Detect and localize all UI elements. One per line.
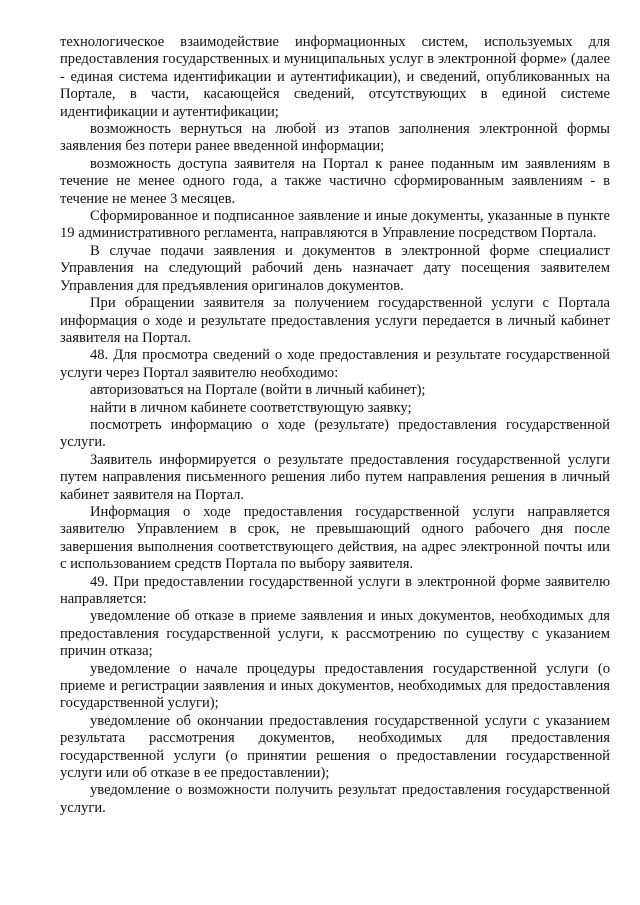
paragraph-access-option: возможность доступа заявителя на Портал к ранее поданным им заявлениям в течение не менее одного года, а также частично сформированным заявлениям - в течение не менее 3 месяцев. xyxy=(60,155,610,207)
paragraph-continuation: технологическое взаимодействие информационных систем, используемых для предоставления государственных и муниципальных услуг в электронной форме» (далее - единая система идентификации и аутентификации), и сведений, опубликованных на Портале, в части, касающейся сведений, отсутствующих в единой системе идентификации и аутентификации; xyxy=(60,34,610,120)
list-item-find-request: найти в личном кабинете соответствующую заявку; xyxy=(90,399,412,416)
list-item-authorize: авторизоваться на Портале (войти в личный кабинет); xyxy=(90,382,426,399)
paragraph-submission: Сформированное и подписанное заявление и иные документы, указанные в пункте 19 административного регламента, направляются в Управление посредством Портала. xyxy=(60,208,610,242)
document-page xyxy=(60,34,610,817)
paragraph-electronic-submission: В случае подачи заявления и документов в электронной форме специалист Управления на следующий рабочий день назначает дату посещения заявителем Управления для предъявления оригиналов документов. xyxy=(60,242,610,294)
list-item-result-available-notice: уведомление о возможности получить результат предоставления государственной услуги. xyxy=(60,782,610,816)
list-item-refusal-notice: уведомление об отказе в приеме заявления и иных документов, необходимых для предоставления государственной услуги, к рассмотрению по существу с указанием причин отказа; xyxy=(60,608,610,660)
paragraph-return-option: возможность вернуться на любой из этапов заполнения электронной формы заявления без потери ранее введенной информации; xyxy=(60,121,610,155)
list-item-view-status: посмотреть информацию о ходе (результате) предоставления государственной услуги. xyxy=(60,416,610,451)
paragraph-result-notification: Заявитель информируется о результате предоставления государственной услуги путем направления письменного решения либо путем направления решения в личный кабинет заявителя на Портал. xyxy=(60,451,610,503)
list-item-start-notice: уведомление о начале процедуры предоставления государственной услуги (о приеме и регистрации заявления и иных документов, необходимых для предоставления государственной услуги); xyxy=(60,660,610,712)
paragraph-item-48: 48. Для просмотра сведений о ходе предоставления и результате государственной услуги через Портал заявителю необходимо: xyxy=(60,347,610,381)
paragraph-status-information: Информация о ходе предоставления государственной услуги направляется заявителю Управлением в срок, не превышающий одного рабочего дня после завершения выполнения соответствующего действия, на адрес электронной почты или с использованием средств Портала по выбору заявителя. xyxy=(60,503,610,573)
paragraph-portal-information: При обращении заявителя за получением государственной услуги с Портала информация о ходе и результате предоставления услуги передается в личный кабинет заявителя на Портал. xyxy=(60,295,610,346)
paragraph-item-49: 49. При предоставлении государственной услуги в электронной форме заявителю направляется: xyxy=(60,573,610,607)
list-item-completion-notice: уведомление об окончании предоставления государственной услуги с указанием результата рассмотрения документов, необходимых для предоставления государственной услуги (о принятии решения о предоставлении государственной услуги или об отказе в ее предоставлении); xyxy=(60,712,610,782)
